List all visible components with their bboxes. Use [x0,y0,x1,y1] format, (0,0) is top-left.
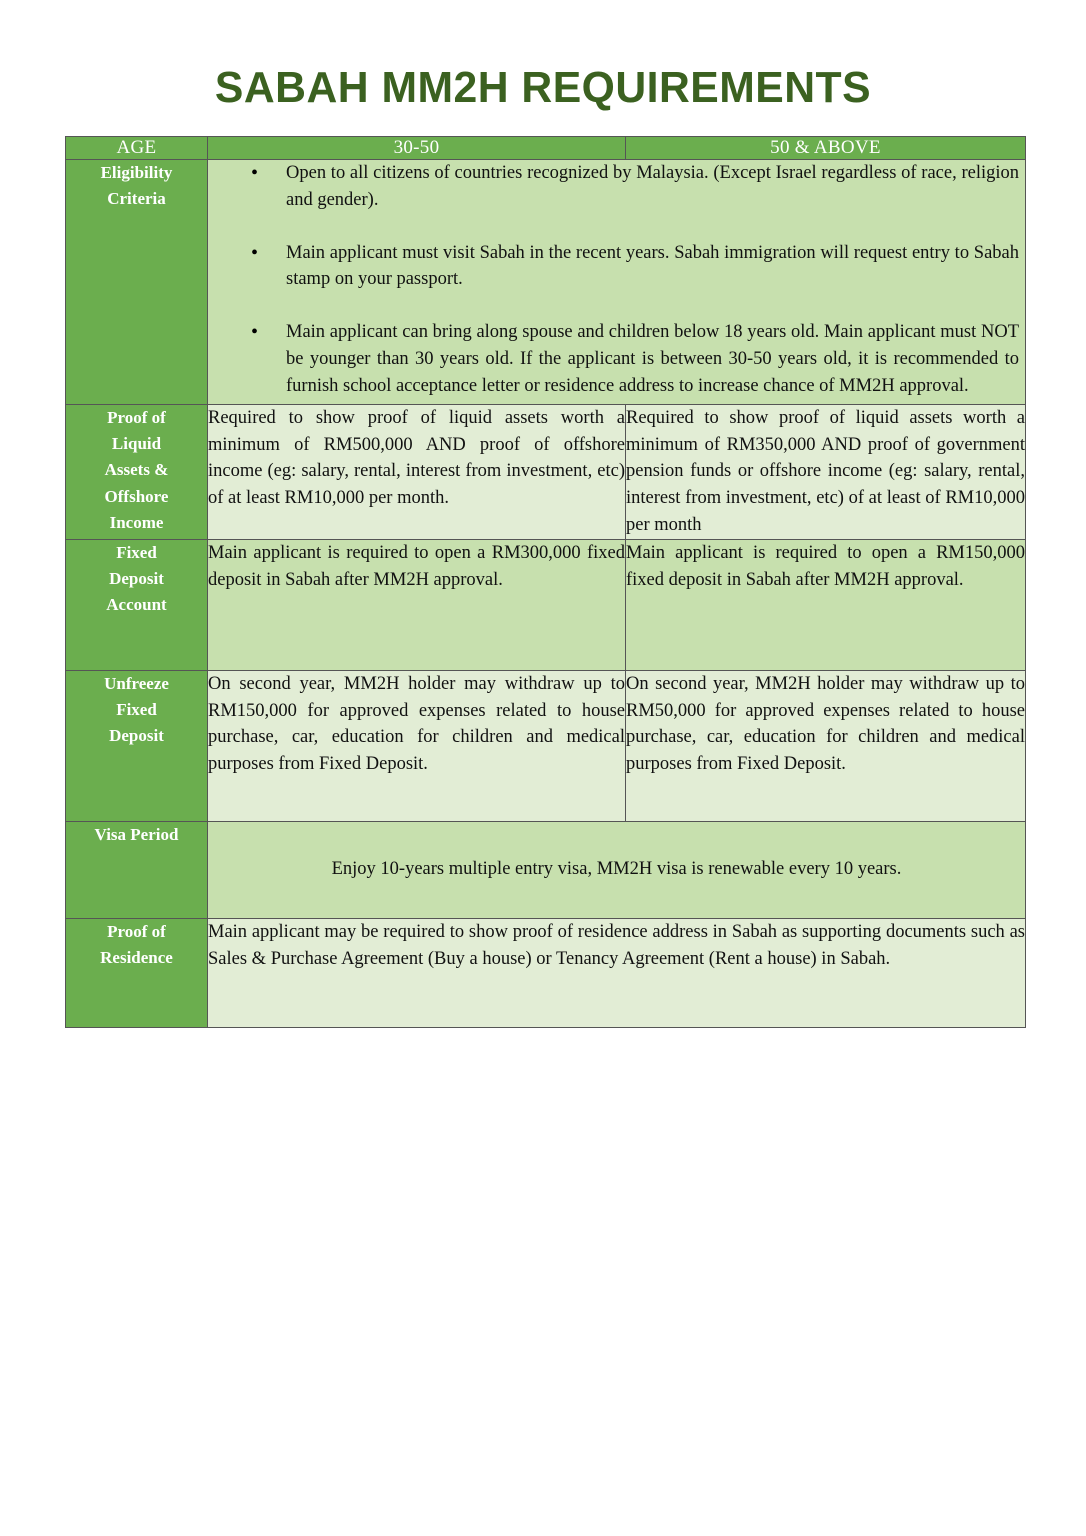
table-row [66,539,1026,670]
row-label-line: Fixed [116,700,157,720]
row-label-line: Eligibility [100,163,173,182]
table-row [66,670,1026,821]
row-label-line: Income [109,513,164,533]
table-row [66,404,1026,539]
list-item: • Main applicant must visit Sabah in the recent years. Sabah immigration will request entry to Sabah stamp on your passport. [208,240,1019,294]
table-row [66,160,1026,405]
row-content-proof-of-residence: Main applicant may be required to show proof of residence address in Sabah as supporting documents such as Sales & Purchase Agreement (Buy a house) or Tenancy Agreement (Rent a house) in Sabah. [208,918,1026,1027]
row-label-line: Deposit [109,726,164,746]
row-label-line: Liquid [111,434,162,454]
eligibility-bullet-list [208,160,1025,400]
row-label-eligibility-criteria [66,160,208,405]
row-content-visa-period: Enjoy 10-years multiple entry visa, MM2H visa is renewable every 10 years. [208,821,1026,918]
table-header-row [66,137,1026,160]
header-cell-age-50-above: 50 & ABOVE [626,137,1026,160]
row-content-liquid-assets-30-50: Required to show proof of liquid assets worth a minimum of RM500,000 AND proof of offshore income (eg: salary, rental, interest from investment, etc) of at least RM10,000 per month. [208,404,626,539]
row-label-line: Offshore [104,486,169,506]
header-cell-age-30-50: 30-50 [208,137,626,160]
row-label-line: Residence [100,948,173,968]
row-label-fixed-deposit-account [66,539,208,670]
row-content-eligibility-criteria [208,160,1026,405]
table-row [66,821,1026,918]
row-label-line: Proof of [107,921,166,941]
list-item: • Open to all citizens of countries recognized by Malaysia. (Except Israel regardless of race, religion and gender). [208,160,1019,214]
row-label-line: Criteria [107,189,166,209]
row-label-line: Visa Period [94,824,179,844]
table-row [66,918,1026,1027]
row-label-proof-of-liquid-assets [66,404,208,539]
row-label-line: Unfreeze [104,673,169,693]
list-item: • Main applicant can bring along spouse and children below 18 years old. Main applicant must NOT be younger than 30 years old. If the applicant is between 30-50 years old, it is recommended to furnish school acceptance letter or residence address to increase chance of MM2H approval. [208,319,1019,399]
row-label-proof-of-residence [66,918,208,1027]
row-content-fixed-deposit-50-above: Main applicant is required to open a RM150,000 fixed deposit in Sabah after MM2H approval. [626,539,1026,670]
row-content-unfreeze-50-above: On second year, MM2H holder may withdraw up to RM50,000 for approved expenses related to house purchase, car, education for children and medical purposes from Fixed Deposit. [626,670,1026,821]
row-label-line: Account [106,595,167,615]
row-content-liquid-assets-50-above: Required to show proof of liquid assets worth a minimum of RM350,000 AND proof of government pension funds or offshore income (eg: salary, rental, interest from investment, etc) of at least of RM10,000 per month [626,404,1026,539]
row-label-unfreeze-fixed-deposit [66,670,208,821]
row-label-line: Fixed [116,542,157,562]
row-content-fixed-deposit-30-50: Main applicant is required to open a RM300,000 fixed deposit in Sabah after MM2H approval. [208,539,626,670]
row-content-unfreeze-30-50: On second year, MM2H holder may withdraw up to RM150,000 for approved expenses related to house purchase, car, education for children and medical purposes from Fixed Deposit. [208,670,626,821]
row-label-line: Deposit [109,569,164,589]
requirements-table [65,136,1026,1028]
header-cell-age: AGE [66,137,208,160]
row-label-line: Assets & [104,460,169,480]
page-title: SABAH MM2H REQUIREMENTS [214,63,872,112]
row-label-line: Proof of [107,407,166,427]
row-label-visa-period [66,821,208,918]
